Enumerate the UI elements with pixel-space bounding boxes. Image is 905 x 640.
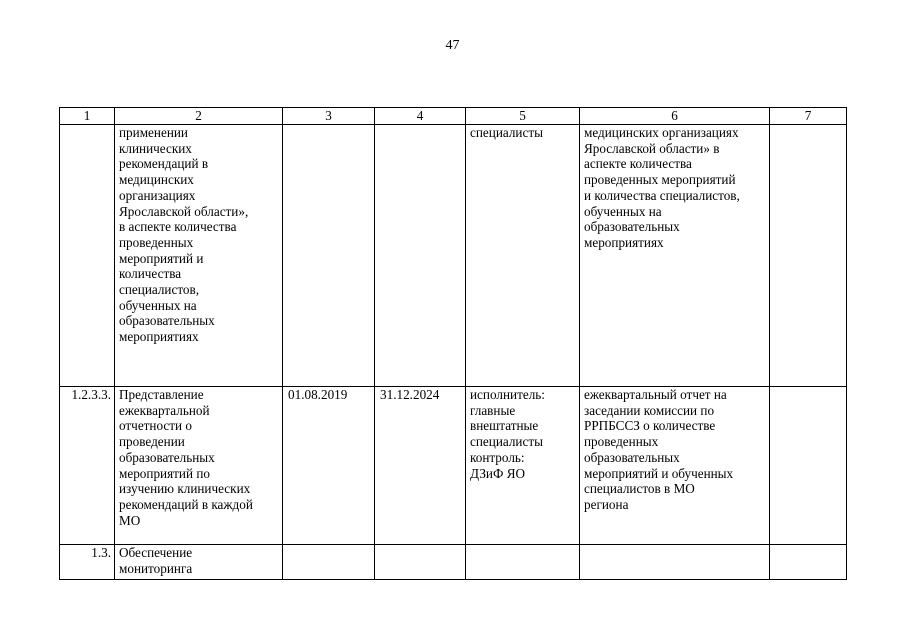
end-date-cell bbox=[375, 545, 466, 580]
note-cell bbox=[770, 545, 847, 580]
column-header-4: 4 bbox=[375, 108, 466, 125]
column-header-1: 1 bbox=[60, 108, 115, 125]
measure-cell: применении клинических рекомендаций в медицинских организациях Ярославской области», в аспекте количества проведенных мероприятий и количества специалистов, обученных на образовательных мероприятиях bbox=[115, 125, 283, 387]
note-cell bbox=[770, 387, 847, 545]
column-header-7: 7 bbox=[770, 108, 847, 125]
result-cell: медицинских организациях Ярославской области» в аспекте количества проведенных мероприятий и количества специалистов, обученных на образовательных мероприятиях bbox=[580, 125, 770, 387]
note-cell bbox=[770, 125, 847, 387]
column-header-2: 2 bbox=[115, 108, 283, 125]
start-date-cell bbox=[283, 545, 375, 580]
measure-cell: Обеспечение мониторинга bbox=[115, 545, 283, 580]
table-row bbox=[60, 387, 847, 545]
row-number-cell bbox=[60, 125, 115, 387]
end-date-cell bbox=[375, 125, 466, 387]
start-date-cell: 01.08.2019 bbox=[283, 387, 375, 545]
column-header-3: 3 bbox=[283, 108, 375, 125]
row-number-cell: 1.3. bbox=[60, 545, 115, 580]
table-row bbox=[60, 125, 847, 387]
page-number: 47 bbox=[445, 38, 460, 53]
start-date-cell bbox=[283, 125, 375, 387]
column-header-6: 6 bbox=[580, 108, 770, 125]
measure-cell: Представление ежеквартальной отчетности о проведении образовательных мероприятий по изучению клинических рекомендаций в каждой МО bbox=[115, 387, 283, 545]
end-date-cell: 31.12.2024 bbox=[375, 387, 466, 545]
plan-table bbox=[59, 107, 847, 580]
responsible-cell: исполнитель: главные внештатные специалисты контроль: ДЗиФ ЯО bbox=[466, 387, 580, 545]
row-number-cell: 1.2.3.3. bbox=[60, 387, 115, 545]
result-cell bbox=[580, 545, 770, 580]
result-cell: ежеквартальный отчет на заседании комиссии по РРПБССЗ о количестве проведенных образовательных мероприятий и обученных специалистов в МО региона bbox=[580, 387, 770, 545]
responsible-cell: специалисты bbox=[466, 125, 580, 387]
column-header-5: 5 bbox=[466, 108, 580, 125]
table-row bbox=[60, 545, 847, 580]
responsible-cell bbox=[466, 545, 580, 580]
table-header-row bbox=[60, 108, 847, 125]
